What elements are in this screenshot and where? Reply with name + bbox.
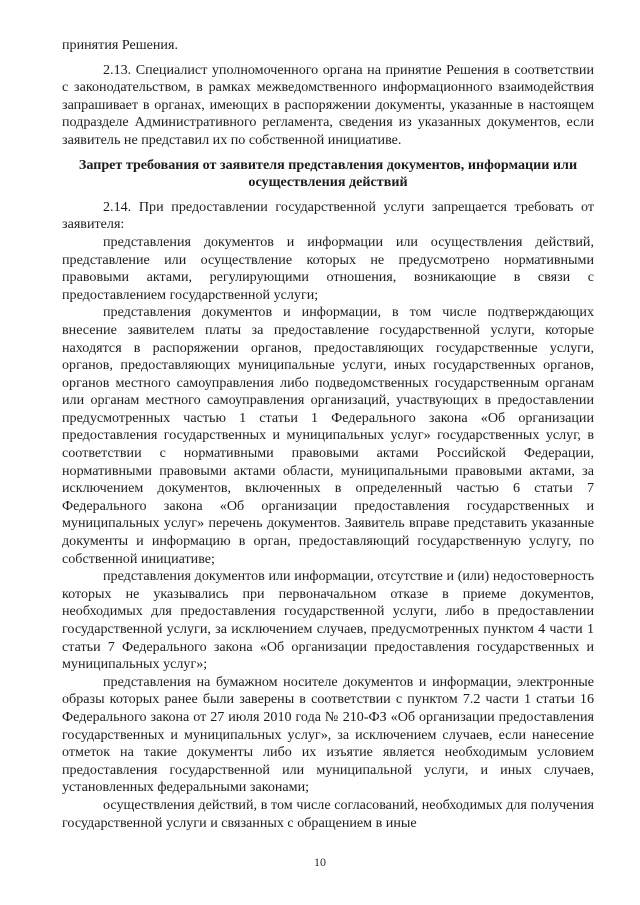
section-heading: Запрет требования от заявителя представления документов, информации или осуществления действий <box>78 156 578 191</box>
paragraph-2-13: 2.13. Специалист уполномоченного органа на принятие Решения в соответствии с законодательством, в рамках межведомственного информационного взаимодействия запрашивает в органах, имеющих в распоряжении документы, указанные в настоящем подразделе Административного регламента, сведения из указанных документов, если заявитель не представил их по собственной инициативе. <box>62 61 594 148</box>
paragraph-prohibition-2: представления документов и информации, в том числе подтверждающих внесение заявителем платы за предоставление государственной услуги, которые находятся в распоряжении органов, предоставляющих государственные услуги, органов, предоставляющих муниципальные услуги, иных государственных органов, органов местного самоуправления либо подведомственных государственным органам или органам местного самоуправления организаций, участвующих в предоставлении предусмотренных частью 1 статьи 1 Федерального закона «Об организации предоставления государственных и муниципальных услуг» государственных услуг, в соответствии с нормативными правовыми актами Российской Федерации, нормативными правовыми актами области, муниципальными правовыми актами, за исключением документов, включенных в определенный частью 6 статьи 7 Федерального закона «Об организации предоставления государственных и муниципальных услуг» перечень документов. Заявитель вправе представить указанные документы и информацию в орган, предоставляющий государственную услугу, по собственной инициативе; <box>62 304 594 567</box>
paragraph-prohibition-4: представления на бумажном носителе документов и информации, электронные образы которых ранее были заверены в соответствии с пунктом 7.2 части 1 статьи 16 Федерального закона от 27 июля 2010 года № 210-ФЗ «Об организации предоставления государственных и муниципальных услуг», за исключением случаев, если нанесение отметок на такие документы либо их изъятие является необходимым условием предоставления государственной или муниципальной услуги, и иных случаев, установленных федеральными законами; <box>62 673 594 796</box>
paragraph-prohibition-1: представления документов и информации или осуществления действий, представление или осуществление которых не предусмотрено нормативными правовыми актами, регулирующими отношения, возникающие в связи с предоставлением государственной услуги; <box>62 233 594 303</box>
paragraph-continuation: принятия Решения. <box>62 37 178 53</box>
paragraph-prohibition-5: осуществления действий, в том числе согласований, необходимых для получения государственной услуги и связанных с обращением в иные <box>62 796 594 831</box>
paragraph-prohibition-3: представления документов или информации, отсутствие и (или) недостоверность которых не указывались при первоначальном отказе в приеме документов, необходимых для предоставления государственной услуги, либо в предоставлении государственной услуги, за исключением случаев, предусмотренных пунктом 4 части 1 статьи 7 Федерального закона «Об организации предоставления государственных и муниципальных услуг»; <box>62 568 594 673</box>
paragraph-2-14: 2.14. При предоставлении государственной услуги запрещается требовать от заявителя: <box>62 198 594 233</box>
document-page <box>62 37 594 832</box>
page-number: 10 <box>314 855 326 869</box>
